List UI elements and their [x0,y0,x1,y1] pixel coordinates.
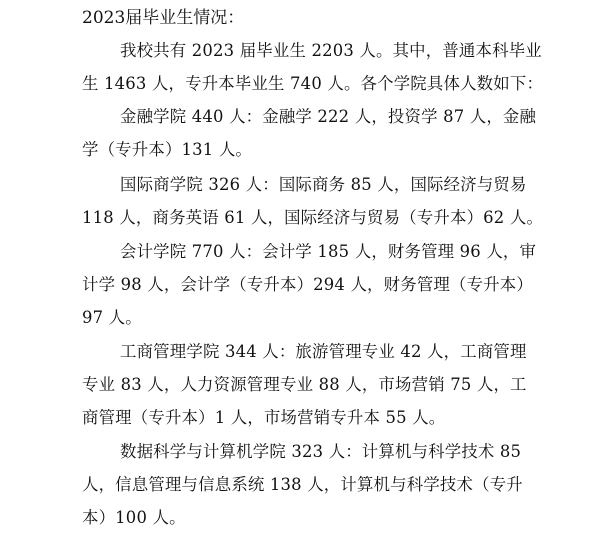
paragraph-line: 学（专升本）131 人。 [82,140,253,159]
paragraph-line: 118 人，商务英语 61 人，国际经济与贸易（专升本）62 人。 [82,208,544,227]
paragraph-line: 国际商学院 326 人：国际商务 85 人，国际经济与贸易 [120,175,527,194]
paragraph-line: 工商管理学院 344 人：旅游管理专业 42 人，工商管理 [120,342,527,361]
paragraph-line: 计学 98 人，会计学（专升本）294 人，财务管理（专升本） [82,275,533,294]
paragraph-line: 数据科学与计算机学院 323 人：计算机与科学技术 85 [120,442,522,461]
paragraph-line: 商管理（专升本）1 人，市场营销专升本 55 人。 [82,408,446,427]
paragraph-line: 金融学院 440 人：金融学 222 人，投资学 87 人，金融 [120,107,537,126]
paragraph-line: 我校共有 2023 届毕业生 2203 人。其中，普通本科毕业 [120,41,542,60]
paragraph-line: 人，信息管理与信息系统 138 人，计算机与科学技术（专升 [82,475,523,494]
paragraph-line: 本）100 人。 [82,508,186,527]
document-heading: 2023届毕业生情况： [82,8,245,28]
paragraph-line: 专业 83 人，人力资源管理专业 88 人，市场营销 75 人，工 [82,375,527,394]
paragraph-line: 会计学院 770 人：会计学 185 人，财务管理 96 人，审 [120,242,537,261]
paragraph-line: 97 人。 [82,308,142,327]
paragraph-line: 生 1463 人，专升本毕业生 740 人。各个学院具体人数如下： [82,74,544,93]
